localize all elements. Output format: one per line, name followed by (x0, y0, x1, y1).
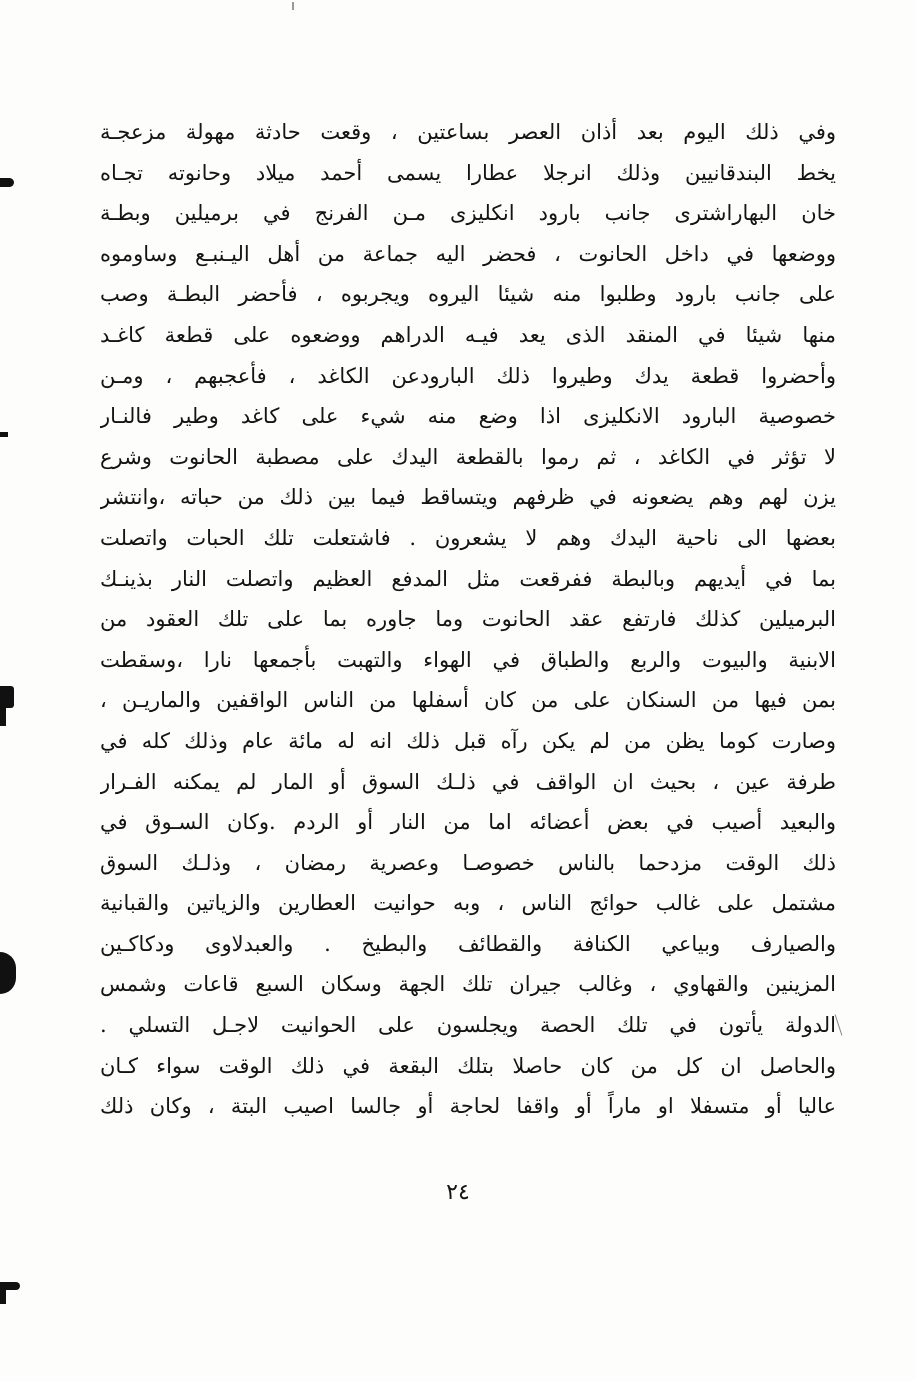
text-line: لا تؤثر في الكاغد ، ثم رموا بالقطعة اليدك على مصطبة الحانوت وشرع (100, 444, 836, 469)
text-line: المزينين والقهاوي ، وغالب جيران تلك الجهة وسكان السبع قاعات وشمس (100, 972, 836, 997)
text-line: خصوصية البارود الانكليزى اذا وضع منه شيء على كاغد وطير فالنـار (100, 404, 836, 429)
text-line: يخط البندقانيين وذلك انرجلا عطارا يسمى أحمد ميلاد وحانوته تجـاه (100, 160, 836, 185)
text-line: بعضها الى ناحية اليدك وهم لا يشعرون . فاشتعلت تلك الحبات واتصلت (100, 525, 836, 550)
binding-mark (0, 178, 14, 187)
scan-speck (292, 2, 294, 10)
text-line: خان البهاراشترى جانب بارود انكليزى مـن الفرنج في برميلين وبطـة (100, 201, 836, 226)
text-line: والحاصل ان كل من كان حاصلا بتلك البقعة في ذلك الوقت سواء كـان (100, 1053, 836, 1078)
text-line: الابنية والبيوت والربع والطباق في الهواء والتهبت بأجمعها نارا ،وسقطت (100, 647, 836, 672)
page-number: ٢٤ (446, 1180, 470, 1205)
text-line: بمن فيها من السنكان على من كان أسفلها من الناس الواقفين والماريـن ، (100, 688, 836, 713)
text-line: الدولة يأتون في تلك الحصة ويجلسون على الحوانيت لاجـل التسلي . (100, 1013, 836, 1038)
body-text (100, 112, 836, 1127)
binding-mark (0, 432, 8, 437)
text-line: البرميلين كذلك فارتفع عقد الحانوت وما جاوره بما على تلك العقود من (100, 607, 836, 632)
text-line: ووضعها في داخل الحانوت ، فحضر اليه جماعة من أهل اليـنبـع وساوموه (100, 241, 836, 266)
text-line: طرفة عين ، بحيث ان الواقف في ذلـك السوق أو المار لم يمكنه الفـرار (100, 769, 836, 794)
binding-mark (0, 1282, 6, 1304)
text-line: بما في أيديهم وبالبطة ففرقعت مثل المدفع العظيم واتصلت النار بذينـك (100, 566, 836, 591)
text-line: عاليا أو متسفلا او ماراً أو واقفا لحاجة أو جالسا اصيب البتة ، وكان ذلك (100, 1094, 836, 1119)
binding-mark (0, 686, 6, 726)
text-line: وصارت كوما يظن من لم يكن رآه قبل ذلك انه له مائة عام وذلك كله في (100, 728, 836, 753)
text-line: ذلك الوقت مزدحما بالناس خصوصـا وعصرية رمضان ، وذلـك السوق (100, 850, 836, 875)
text-line: والبعيد أصيب في بعض أعضائه اما من النار أو الردم .وكان السـوق في (100, 810, 836, 835)
text-line: على جانب بارود وطلبوا منه شيئا اليروه ويجربوه ، فأحضر البطـة وصب (100, 282, 836, 307)
text-line: وأحضروا قطعة يدك وطيروا ذلك البارودعن الكاغد ، فأعجبهم ، ومـن (100, 363, 836, 388)
text-line: يزن لهم وهم يضعونه في ظرفهم ويتساقط فيما بين ذلك من حباته ،وانتشر (100, 485, 836, 510)
text-line: والصيارف وبياعي الكنافة والقطائف والبطيخ . والعبدلاوى ودكاكـين (100, 931, 836, 956)
binding-mark (0, 952, 16, 994)
text-line: وفي ذلك اليوم بعد أذان العصر بساعتين ، وقعت حادثة مهولة مزعجـة (100, 120, 836, 144)
text-line: منها شيئا في المنقد الذى يعد فيـه الدراهم ووضعوه على قطعة كاغـد (100, 322, 836, 347)
text-line: مشتمل على غالب حوائج الناس ، وبه حوانيت العطارين والزياتين والقبانية (100, 891, 836, 916)
